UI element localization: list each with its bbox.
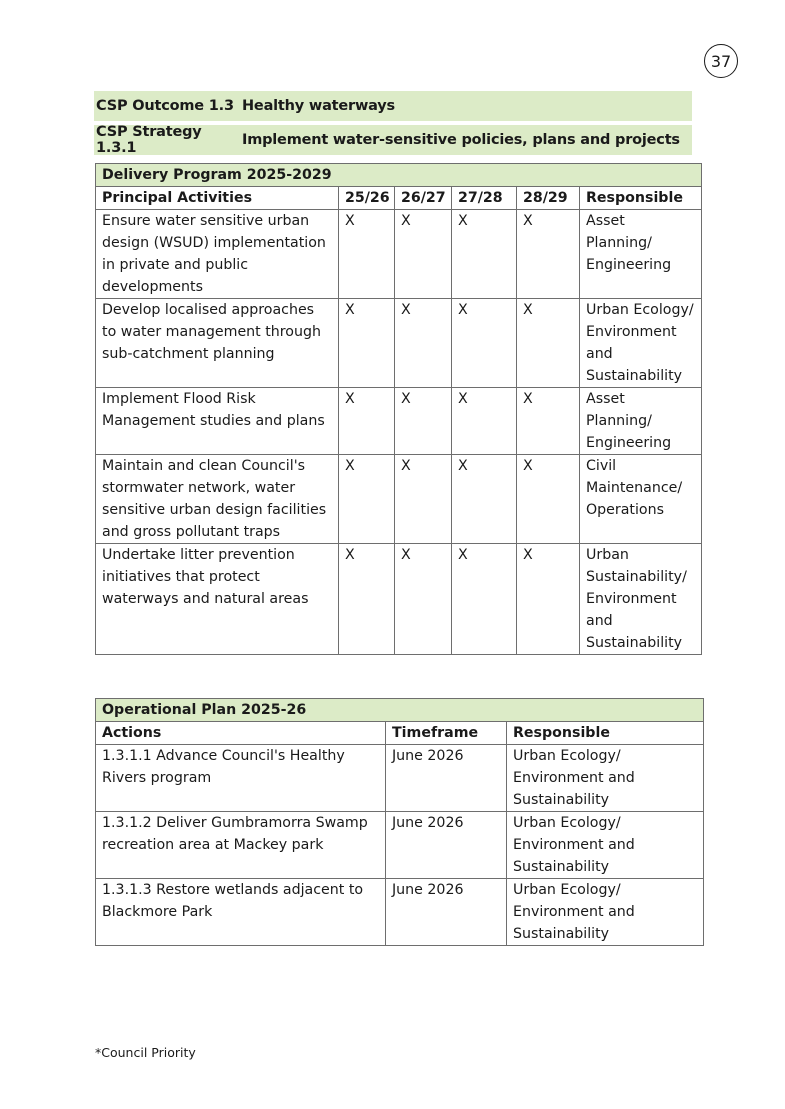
timeframe-cell: June 2026 xyxy=(386,812,507,879)
header-year-25-26: 25/26 xyxy=(339,187,395,210)
timeframe-cell: June 2026 xyxy=(386,879,507,946)
year-mark: X xyxy=(452,299,517,388)
table-row xyxy=(96,299,702,388)
table-row xyxy=(96,388,702,455)
year-mark: X xyxy=(395,299,452,388)
year-mark: X xyxy=(517,544,580,655)
table-row xyxy=(96,210,702,299)
operational-plan-table xyxy=(95,698,704,946)
year-mark: X xyxy=(517,388,580,455)
header-year-28-29: 28/29 xyxy=(517,187,580,210)
activity-cell: Ensure water sensitive urban design (WSUD) implementation in private and public developments xyxy=(96,210,339,299)
header-timeframe: Timeframe xyxy=(386,722,507,745)
year-mark: X xyxy=(452,455,517,544)
responsible-cell: Asset Planning/ Engineering xyxy=(580,388,702,455)
year-mark: X xyxy=(339,210,395,299)
activity-cell: Develop localised approaches to water management through sub-catchment planning xyxy=(96,299,339,388)
year-mark: X xyxy=(452,388,517,455)
year-mark: X xyxy=(452,544,517,655)
header-responsible: Responsible xyxy=(580,187,702,210)
activity-cell: Undertake litter prevention initiatives that protect waterways and natural areas xyxy=(96,544,339,655)
year-mark: X xyxy=(452,210,517,299)
responsible-cell: Urban Ecology/ Environment and Sustainability xyxy=(507,879,704,946)
table-row xyxy=(96,745,704,812)
action-cell: 1.3.1.3 Restore wetlands adjacent to Blackmore Park xyxy=(96,879,386,946)
header-principal-activities: Principal Activities xyxy=(96,187,339,210)
footnote: *Council Priority xyxy=(95,1045,196,1060)
activity-cell: Maintain and clean Council's stormwater network, water sensitive urban design facilities and gross pollutant traps xyxy=(96,455,339,544)
table-row xyxy=(96,455,702,544)
year-mark: X xyxy=(517,210,580,299)
delivery-program-table xyxy=(95,163,702,655)
csp-outcome-value: Healthy waterways xyxy=(242,98,395,114)
action-cell: 1.3.1.2 Deliver Gumbramorra Swamp recreation area at Mackey park xyxy=(96,812,386,879)
csp-strategy-band xyxy=(94,125,692,155)
year-mark: X xyxy=(395,210,452,299)
timeframe-cell: June 2026 xyxy=(386,745,507,812)
year-mark: X xyxy=(339,388,395,455)
delivery-program-title: Delivery Program 2025-2029 xyxy=(96,164,702,187)
year-mark: X xyxy=(339,544,395,655)
responsible-cell: Civil Maintenance/ Operations xyxy=(580,455,702,544)
responsible-cell: Asset Planning/ Engineering xyxy=(580,210,702,299)
page-number: 37 xyxy=(704,44,738,78)
responsible-cell: Urban Sustainability/ Environment and Sustainability xyxy=(580,544,702,655)
year-mark: X xyxy=(517,299,580,388)
table-row xyxy=(96,544,702,655)
responsible-cell: Urban Ecology/ Environment and Sustainability xyxy=(507,745,704,812)
table-row xyxy=(96,879,704,946)
header-actions: Actions xyxy=(96,722,386,745)
year-mark: X xyxy=(395,388,452,455)
activity-cell: Implement Flood Risk Management studies and plans xyxy=(96,388,339,455)
year-mark: X xyxy=(395,455,452,544)
csp-outcome-band xyxy=(94,91,692,121)
header-responsible: Responsible xyxy=(507,722,704,745)
responsible-cell: Urban Ecology/ Environment and Sustainability xyxy=(580,299,702,388)
year-mark: X xyxy=(517,455,580,544)
header-year-26-27: 26/27 xyxy=(395,187,452,210)
responsible-cell: Urban Ecology/ Environment and Sustainability xyxy=(507,812,704,879)
csp-strategy-value: Implement water-sensitive policies, plans and projects xyxy=(242,132,680,148)
csp-outcome-label: CSP Outcome 1.3 xyxy=(96,98,234,114)
table-row xyxy=(96,812,704,879)
csp-strategy-label: CSP Strategy 1.3.1 xyxy=(96,124,202,156)
year-mark: X xyxy=(339,455,395,544)
year-mark: X xyxy=(395,544,452,655)
year-mark: X xyxy=(339,299,395,388)
header-year-27-28: 27/28 xyxy=(452,187,517,210)
action-cell: 1.3.1.1 Advance Council's Healthy Rivers program xyxy=(96,745,386,812)
operational-plan-title: Operational Plan 2025-26 xyxy=(96,699,704,722)
